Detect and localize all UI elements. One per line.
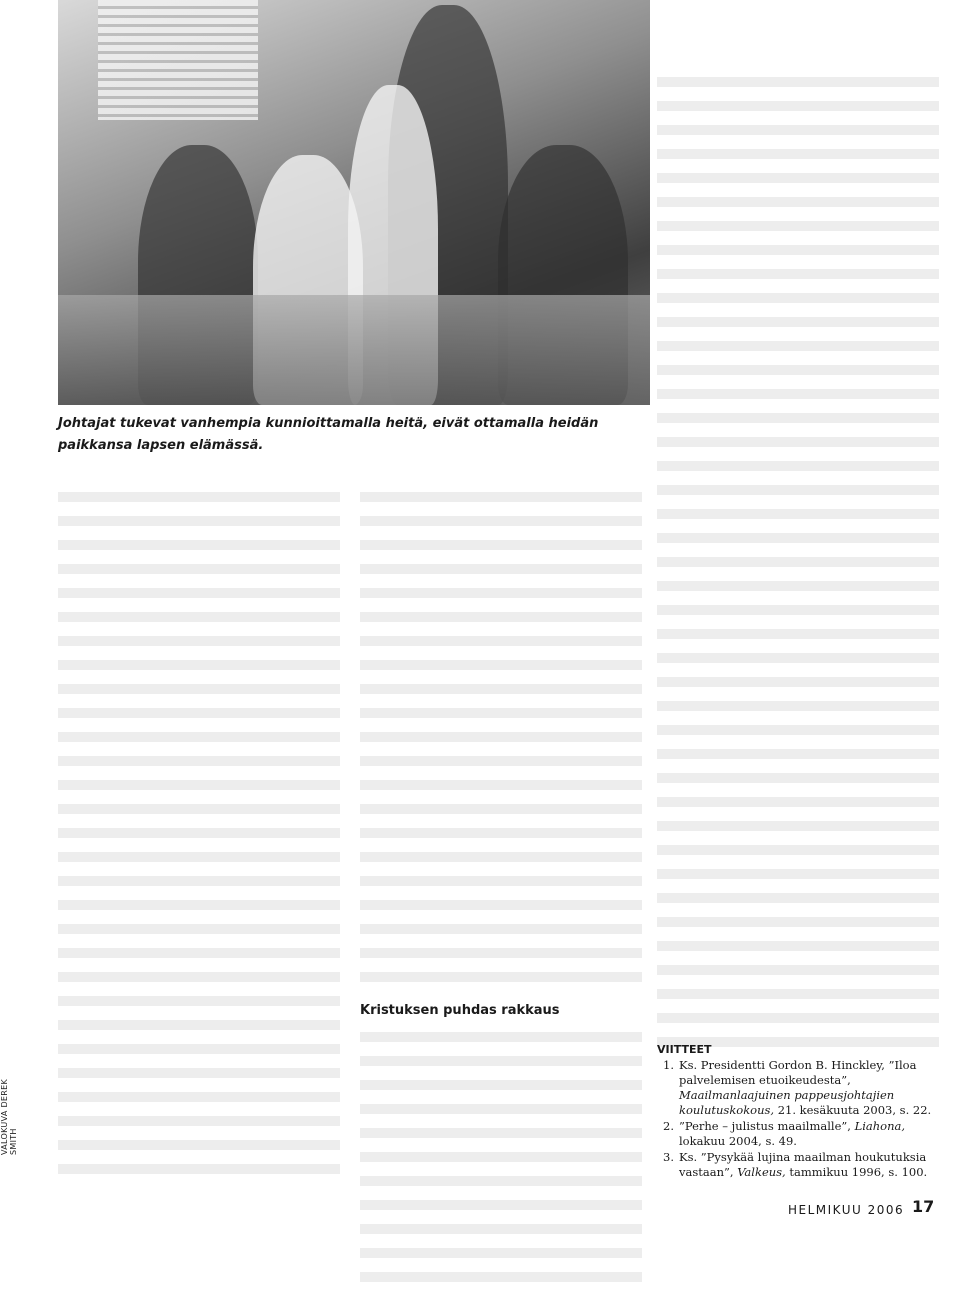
paragraph — [360, 485, 642, 605]
family-photo — [58, 0, 650, 405]
paragraph — [657, 70, 939, 190]
reference-item: 3. Ks. ”Pysykää lujina maailman houkutuksia vastaan”, Valkeus, tammikuu 1996, s. 100. — [663, 1150, 928, 1179]
references-heading: VIITTEET — [657, 1043, 712, 1056]
window-blinds — [98, 0, 258, 120]
paragraph — [360, 605, 642, 989]
photo-caption: Johtajat tukevat vanhempia kunnioittamalla heitä, eivät ottamalla heidän paikkansa lapsen elämässä. — [58, 416, 599, 453]
paragraph — [657, 550, 939, 886]
reference-item: 1. Ks. Presidentti Gordon B. Hinckley, ”Iloa palvelemisen etuoikeudesta”, Maailmanlaajuinen pappeusjohtajien koulutuskokous, 21. kesäkuuta 2003, s. 22. — [663, 1058, 932, 1117]
footer-page-number: 17 — [912, 1197, 935, 1216]
text-column-1 — [58, 485, 340, 1181]
paragraph — [657, 190, 939, 550]
text-column-3 — [657, 70, 939, 1054]
section-heading: Kristuksen puhdas rakkaus — [360, 1003, 560, 1018]
photo-credit: VALOKUVA DEREK SMITH — [0, 1078, 18, 1155]
photo-sofa — [58, 295, 650, 405]
paragraph — [58, 893, 340, 1181]
footer-issue-label: HELMIKUU 2006 — [788, 1203, 905, 1217]
text-column-2 — [360, 485, 642, 1289]
paragraph — [360, 1025, 642, 1289]
paragraph — [58, 485, 340, 677]
references-list — [657, 1058, 939, 1181]
reference-item: 2. ”Perhe – julistus maailmalle”, Liahona, lokakuu 2004, s. 49. — [663, 1119, 905, 1148]
paragraph — [657, 886, 939, 1054]
paragraph — [58, 677, 340, 893]
